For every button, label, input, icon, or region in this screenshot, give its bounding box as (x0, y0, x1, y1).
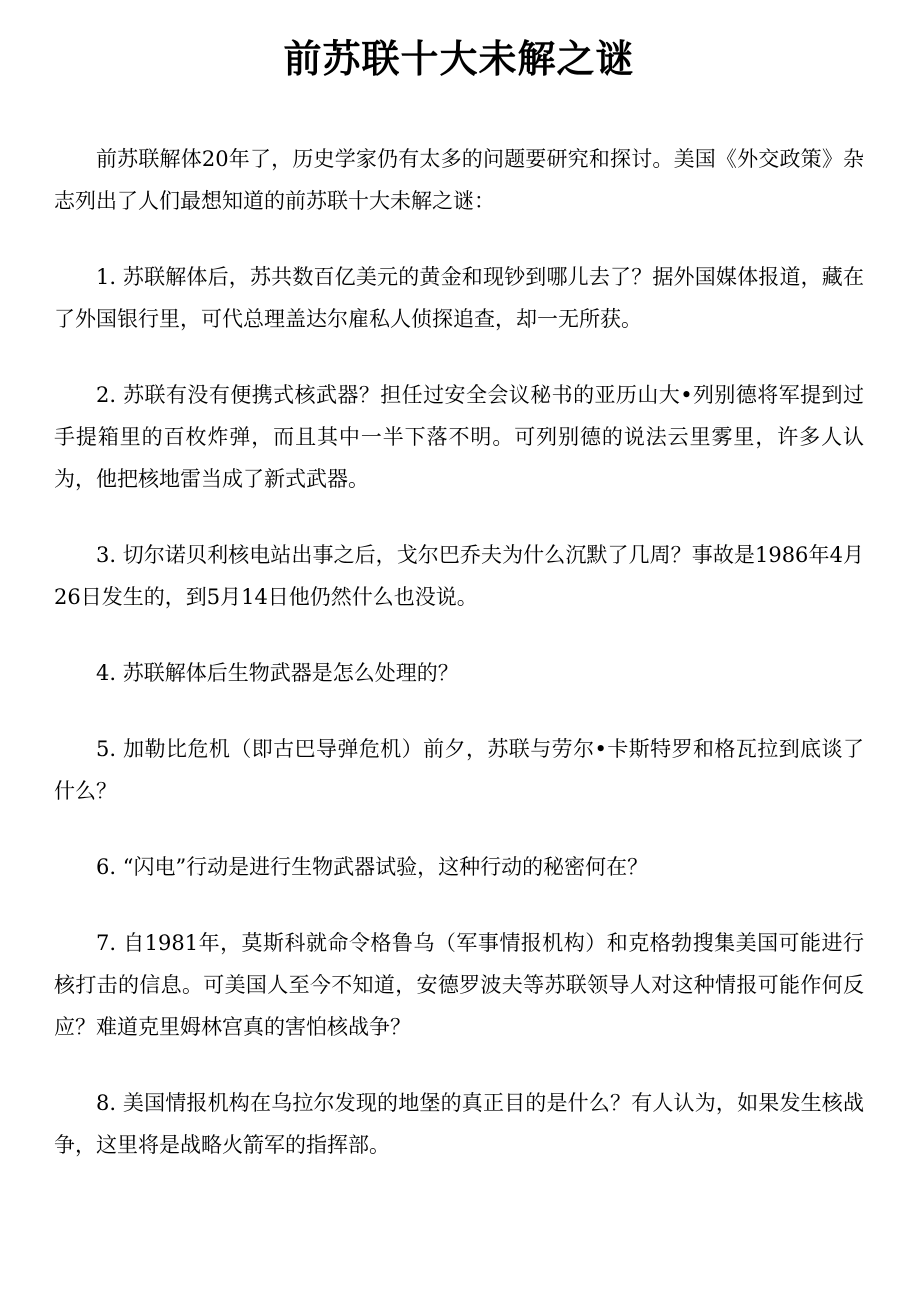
list-item-4: 4. 苏联解体后生物武器是怎么处理的？ (96, 661, 459, 685)
list-item-3: 3. 切尔诺贝利核电站出事之后，戈尔巴乔夫为什么沉默了几周？事故是1986年4月26日发生的，到5月14日他仍然什么也没说。 (54, 543, 864, 609)
list-item-1: 1. 苏联解体后，苏共数百亿美元的黄金和现钞到哪儿去了？据外国媒体报道，藏在了外国银行里，可代总理盖达尔雇私人侦探追查，却一无所获。 (54, 265, 864, 331)
list-item-5: 5. 加勒比危机（即古巴导弹危机）前夕，苏联与劳尔•卡斯特罗和格瓦拉到底谈了什么？ (54, 737, 864, 803)
list-item-8: 8. 美国情报机构在乌拉尔发现的地堡的真正目的是什么？有人认为，如果发生核战争，这里将是战略火箭军的指挥部。 (54, 1091, 864, 1157)
page-title: 前苏联十大未解之谜 (283, 37, 635, 81)
list-item-6: 6. “闪电”行动是进行生物武器试验，这种行动的秘密何在？ (96, 855, 649, 879)
list-item-7: 7. 自1981年，莫斯科就命令格鲁乌（军事情报机构）和克格勃搜集美国可能进行核打击的信息。可美国人至今不知道，安德罗波夫等苏联领导人对这种情报可能作何反应？难道克里姆林宫真的害怕核战争？ (54, 931, 864, 1039)
list-item-2: 2. 苏联有没有便携式核武器？担任过安全会议秘书的亚历山大•列别德将军提到过手提箱里的百枚炸弹，而且其中一半下落不明。可列别德的说法云里雾里，许多人认为，他把核地雷当成了新式武器。 (54, 383, 864, 491)
intro-paragraph: 前苏联解体20年了，历史学家仍有太多的问题要研究和探讨。美国《外交政策》杂志列出了人们最想知道的前苏联十大未解之谜： (54, 147, 864, 213)
